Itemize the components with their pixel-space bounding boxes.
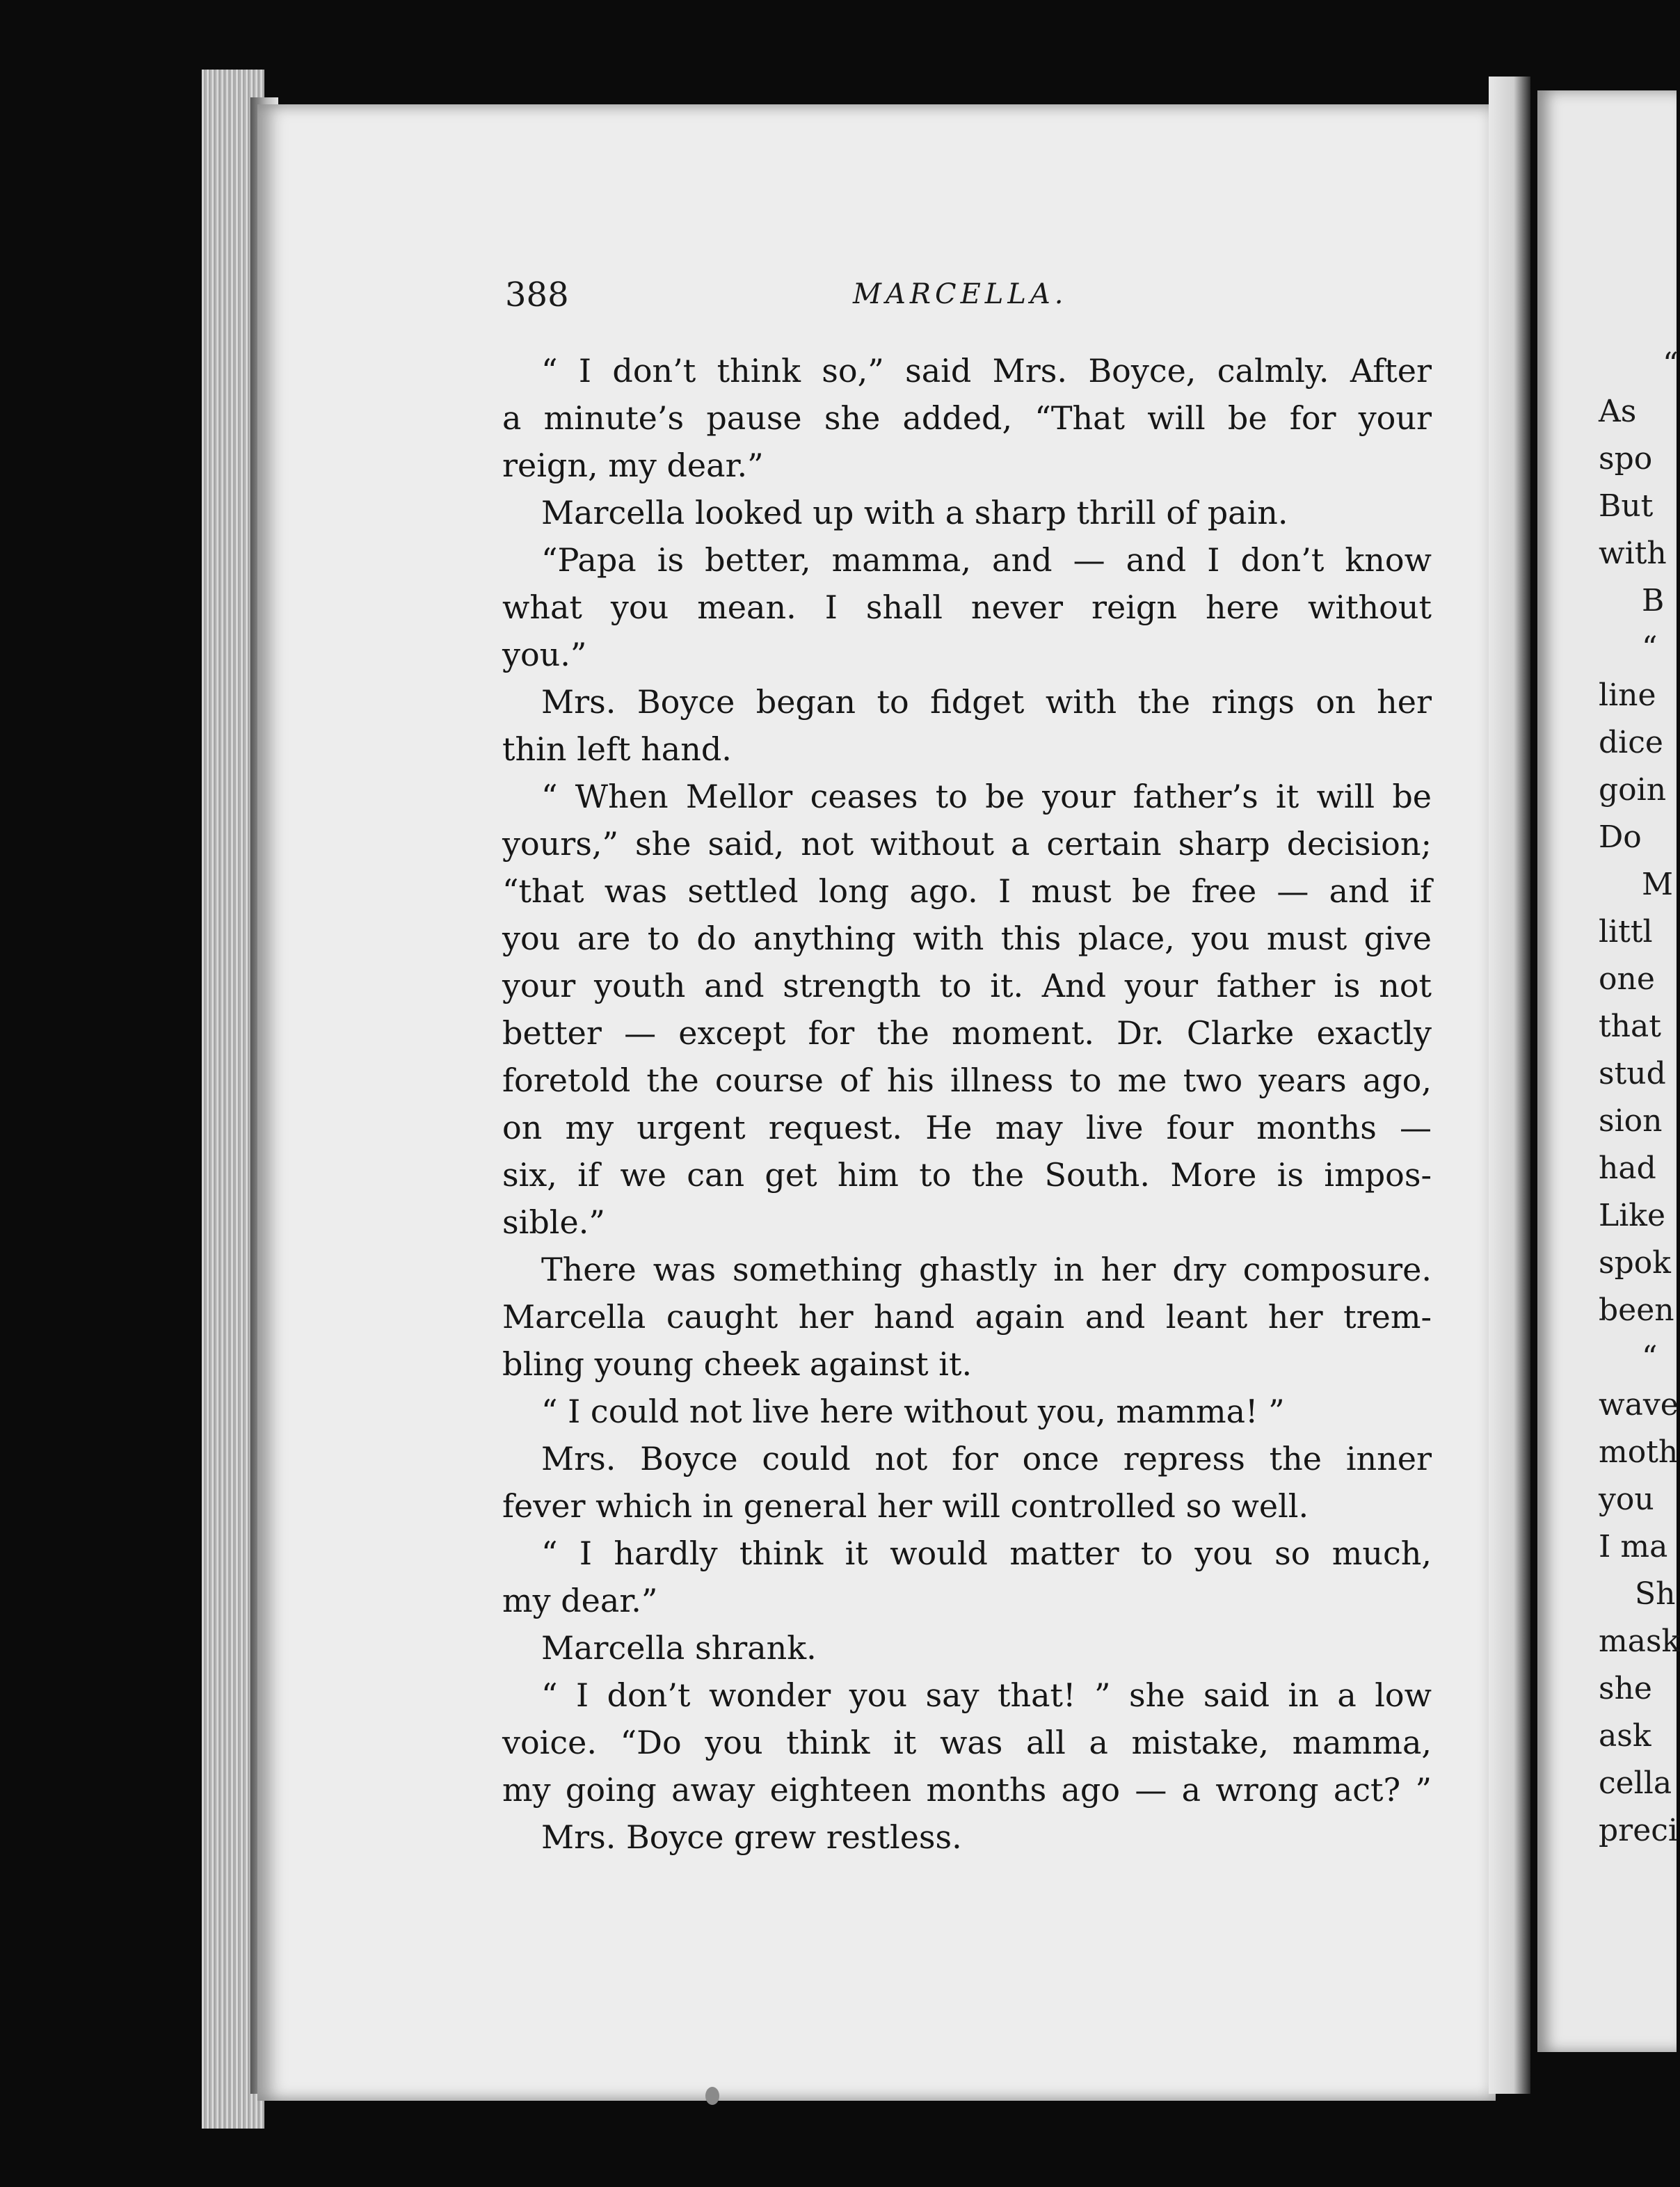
facing-text-fragment: “ <box>1642 1340 1658 1375</box>
facing-text-fragment: line <box>1599 678 1656 713</box>
text-line: Mrs. Boyce grew restless. <box>541 1818 962 1856</box>
facing-text-fragment: with <box>1599 536 1667 571</box>
text-line: my going away eighteen months ago — a wrong act? ” <box>502 1771 1432 1809</box>
scan-speck <box>705 2087 719 2105</box>
facing-text-fragment: But <box>1599 488 1654 524</box>
text-line: you are to do anything with this place, you must give <box>502 920 1432 957</box>
text-line: “ I could not live here without you, mamma! ” <box>541 1393 1285 1430</box>
facing-page-fragment <box>1537 90 1680 2052</box>
page-header <box>505 275 1437 317</box>
text-line: thin left hand. <box>502 730 732 768</box>
text-line: voice. “Do you think it was all a mistake, mamma, <box>502 1724 1432 1761</box>
text-line: There was something ghastly in her dry composure. <box>541 1251 1432 1288</box>
facing-text-fragment: you <box>1599 1482 1654 1517</box>
facing-text-fragment: that <box>1599 1009 1661 1044</box>
facing-text-fragment: mask <box>1599 1624 1680 1659</box>
facing-text-fragment: spok <box>1599 1245 1671 1281</box>
facing-text-fragment: As <box>1599 394 1637 429</box>
facing-text-fragment: ask <box>1599 1718 1651 1754</box>
text-line: reign, my dear.” <box>502 447 764 484</box>
facing-text-fragment: Do <box>1599 819 1642 855</box>
text-line: “that was settled long ago. I must be free — and if <box>502 872 1432 910</box>
facing-text-fragment: been <box>1599 1292 1674 1328</box>
page-number: 388 <box>505 275 569 314</box>
facing-text-fragment: moth <box>1599 1434 1679 1470</box>
facing-text-fragment: she <box>1599 1671 1652 1706</box>
text-line: “ I don’t wonder you say that! ” she said in a low <box>541 1676 1432 1714</box>
facing-text-fragment: dice <box>1599 725 1663 760</box>
text-line: “ I hardly think it would matter to you so much, <box>541 1535 1432 1572</box>
text-line: yours,” she said, not without a certain sharp decision; <box>502 825 1432 863</box>
text-line: Mrs. Boyce began to fidget with the rings on her <box>541 683 1432 721</box>
text-line: Marcella looked up with a sharp thrill of pain. <box>541 494 1288 531</box>
text-line: foretold the course of his illness to me two years ago, <box>502 1062 1432 1099</box>
facing-text-fragment: sion <box>1599 1103 1663 1139</box>
facing-text-fragment: “ <box>1642 630 1658 666</box>
facing-text-fragment: stud <box>1599 1056 1666 1091</box>
text-line: fever which in general her will controlled so well. <box>502 1487 1309 1525</box>
facing-text-fragment: wave <box>1599 1387 1679 1423</box>
facing-text-fragment: one <box>1599 961 1655 997</box>
facing-text-fragment: Sh <box>1635 1576 1676 1612</box>
facing-text-fragment: B <box>1642 583 1665 618</box>
text-line: Marcella shrank. <box>541 1629 817 1667</box>
text-line: “ I don’t think so,” said Mrs. Boyce, calmly. After <box>541 352 1432 390</box>
text-line: bling young cheek against it. <box>502 1345 973 1383</box>
text-line: Mrs. Boyce could not for once repress the inner <box>541 1440 1432 1477</box>
running-title: MARCELLA. <box>853 278 1068 310</box>
text-line: on my urgent request. He may live four months — <box>502 1109 1432 1146</box>
text-line: Marcella caught her hand again and leant her trem- <box>502 1298 1432 1336</box>
text-line: my dear.” <box>502 1582 658 1619</box>
facing-text-fragment: I ma <box>1599 1529 1668 1564</box>
facing-text-fragment: Like <box>1599 1198 1665 1233</box>
text-line: your youth and strength to it. And your father is not <box>502 967 1432 1004</box>
facing-text-fragment: littl <box>1599 914 1653 950</box>
text-line: a minute’s pause she added, “That will be for your <box>502 399 1432 437</box>
text-line: better — except for the moment. Dr. Clarke exactly <box>502 1014 1432 1052</box>
facing-text-fragment: M <box>1642 867 1674 902</box>
text-line: sible.” <box>502 1203 605 1241</box>
text-line: six, if we can get him to the South. More is impos- <box>502 1156 1432 1194</box>
text-line: “ When Mellor ceases to be your father’s it will be <box>541 778 1432 815</box>
facing-text-fragment: “ <box>1663 346 1679 382</box>
page-right-edge <box>1489 77 1530 2094</box>
facing-text-fragment: spo <box>1599 441 1653 476</box>
facing-text-fragment: cella <box>1599 1765 1672 1801</box>
text-line: what you mean. I shall never reign here without <box>502 588 1432 626</box>
facing-text-fragment: goin <box>1599 772 1667 808</box>
facing-text-fragment: preci <box>1599 1813 1678 1848</box>
facing-text-fragment: had <box>1599 1151 1656 1186</box>
text-line: you.” <box>502 636 587 673</box>
text-line: “Papa is better, mamma, and — and I don’t know <box>541 541 1432 579</box>
